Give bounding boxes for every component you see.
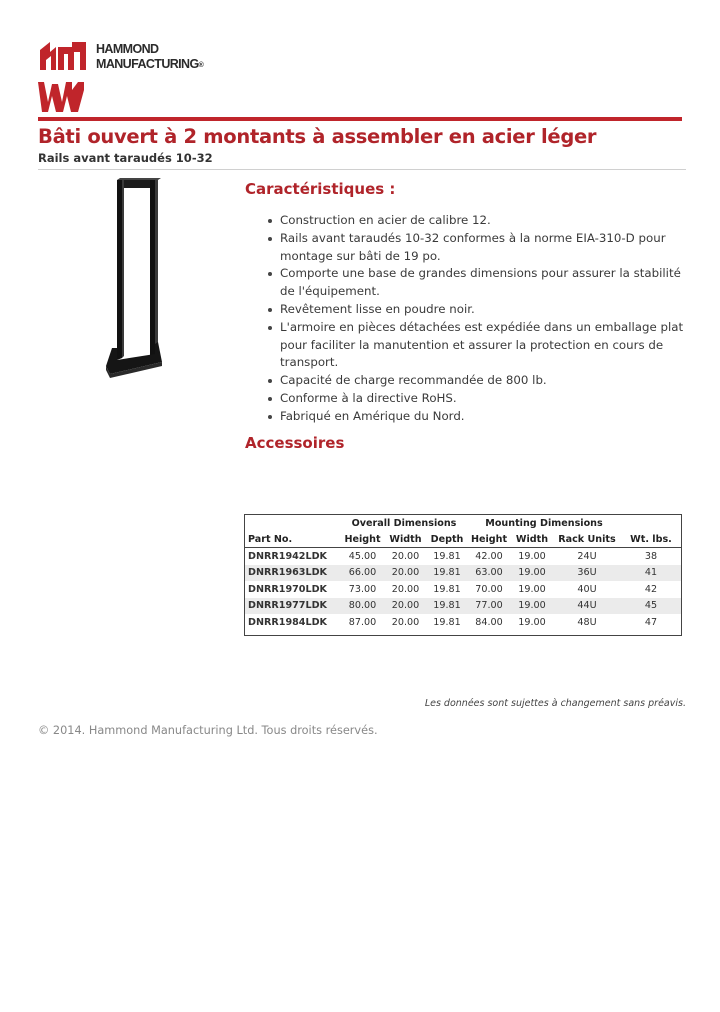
table-row xyxy=(245,614,681,631)
column-header: Height xyxy=(467,531,511,548)
open-frame-rack-image xyxy=(100,178,170,384)
overall-dimensions-header: Overall Dimensions xyxy=(351,517,457,529)
table-cell: 80.00 xyxy=(341,598,384,615)
table-cell: 19.00 xyxy=(518,616,546,628)
table-cell: 20.00 xyxy=(391,550,420,562)
specifications-table xyxy=(244,514,682,636)
table-cell: 40U xyxy=(577,583,597,595)
table-cell: 87.00 xyxy=(348,616,377,628)
table-cell: 20.00 xyxy=(384,565,427,582)
registered-mark: ® xyxy=(198,62,204,69)
table-cell: 44U xyxy=(553,598,621,615)
company-logo xyxy=(38,42,238,114)
brand-line-1: HAMMOND xyxy=(96,42,159,56)
hammond-logo-mark-icon xyxy=(38,42,88,112)
column-header: Rack Units xyxy=(553,531,621,548)
part-number-cell: DNRR1970LDK xyxy=(248,583,327,595)
table-cell: 84.00 xyxy=(475,616,503,628)
feature-item: L'armoire en pièces détachées est expédiée dans un emballage plat pour faciliter la manutention et assurer la protection en cours de transport. xyxy=(280,319,690,372)
table-cell: 20.00 xyxy=(391,583,420,595)
table-cell: 48U xyxy=(577,616,597,628)
table-cell: 38 xyxy=(644,550,658,562)
table-cell: 47 xyxy=(644,616,658,628)
table-cell: 63.00 xyxy=(467,565,511,582)
table-cell: 73.00 xyxy=(348,583,377,595)
table-cell: 42.00 xyxy=(475,550,503,562)
table-cell: 70.00 xyxy=(475,583,503,595)
table-cell: 42 xyxy=(644,583,658,595)
table-cell: 19.00 xyxy=(518,550,546,562)
feature-item: Revêtement lisse en poudre noir. xyxy=(280,301,690,319)
table-cell: 45.00 xyxy=(348,550,377,562)
table-cell: 20.00 xyxy=(391,616,420,628)
mounting-dimensions-header: Mounting Dimensions xyxy=(485,517,603,529)
table-cell: 41 xyxy=(621,565,681,582)
part-number-cell: DNRR1963LDK xyxy=(245,565,341,582)
feature-item: Capacité de charge recommandée de 800 lb. xyxy=(280,372,690,390)
column-header: Wt. lbs. xyxy=(621,531,681,548)
column-header: Height xyxy=(341,531,384,548)
table-row xyxy=(245,565,681,582)
table-cell: 19.00 xyxy=(511,565,553,582)
table-row xyxy=(245,581,681,598)
column-header: Width xyxy=(384,531,427,548)
features-list xyxy=(280,212,690,426)
table-cell: 19.00 xyxy=(511,598,553,615)
table-row xyxy=(245,548,681,565)
feature-item: Rails avant taraudés 10-32 conformes à la norme EIA-310-D pour montage sur bâti de 19 po. xyxy=(280,230,690,266)
brand-line-2: MANUFACTURING xyxy=(96,57,199,71)
part-number-cell: DNRR1942LDK xyxy=(248,550,327,562)
table-cell: 19.00 xyxy=(518,583,546,595)
table-cell: 77.00 xyxy=(467,598,511,615)
table-cell: 19.81 xyxy=(433,583,461,595)
copyright-notice: © 2014. Hammond Manufacturing Ltd. Tous droits réservés. xyxy=(38,724,378,737)
table-cell: 19.81 xyxy=(427,565,467,582)
part-number-cell: DNRR1977LDK xyxy=(245,598,341,615)
disclaimer-note: Les données sont sujettes à changement sans préavis. xyxy=(424,698,686,709)
brand-wordmark xyxy=(96,42,203,73)
table-cell: 45 xyxy=(621,598,681,615)
table-row xyxy=(245,598,681,615)
table-cell: 24U xyxy=(577,550,597,562)
table-cell: 36U xyxy=(553,565,621,582)
table-cell: 19.81 xyxy=(427,598,467,615)
feature-item: Fabriqué en Amérique du Nord. xyxy=(280,408,690,426)
table-cell: 19.81 xyxy=(433,616,461,628)
feature-item: Conforme à la directive RoHS. xyxy=(280,390,690,408)
column-header: Depth xyxy=(427,531,467,548)
subtitle-divider xyxy=(38,169,686,170)
page-subtitle: Rails avant taraudés 10-32 xyxy=(38,151,213,165)
part-number-cell: DNRR1984LDK xyxy=(248,616,327,628)
feature-item: Comporte une base de grandes dimensions pour assurer la stabilité de l'équipement. xyxy=(280,265,690,301)
feature-item: Construction en acier de calibre 12. xyxy=(280,212,690,230)
table-cell: 66.00 xyxy=(341,565,384,582)
table-cell: 19.81 xyxy=(433,550,461,562)
page-title: Bâti ouvert à 2 montants à assembler en acier léger xyxy=(38,125,597,148)
column-header: Part No. xyxy=(245,531,341,548)
column-header: Width xyxy=(511,531,553,548)
table-cell: 20.00 xyxy=(384,598,427,615)
header-divider xyxy=(38,117,682,121)
features-heading: Caractéristiques : xyxy=(245,180,396,198)
accessories-heading: Accessoires xyxy=(245,434,345,452)
